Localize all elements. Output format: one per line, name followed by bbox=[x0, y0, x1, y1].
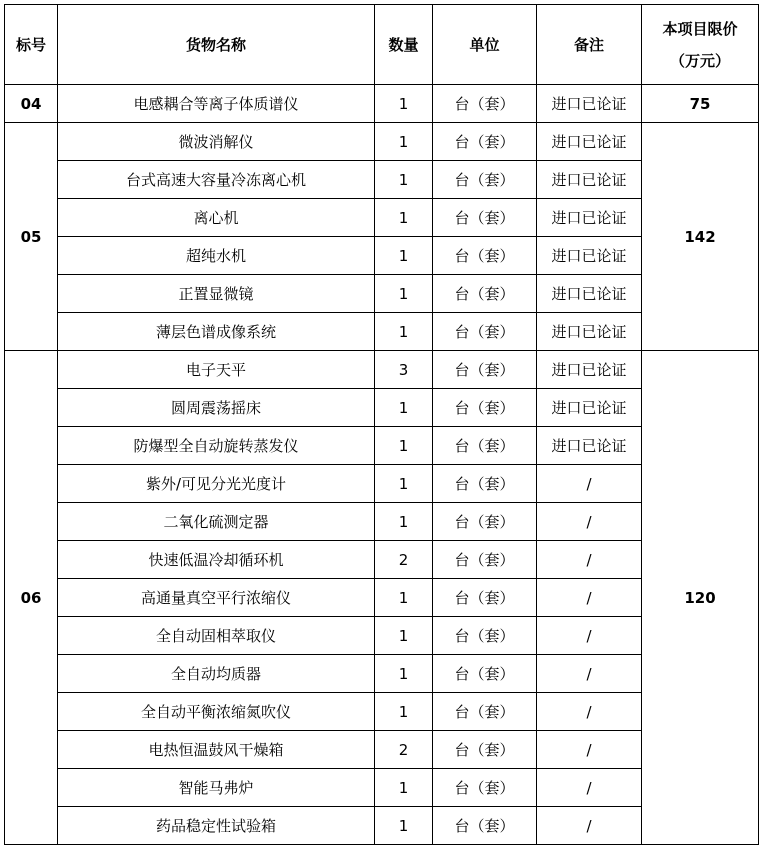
header-qty: 数量 bbox=[375, 5, 433, 85]
item-unit-cell: 台（套） bbox=[433, 731, 537, 769]
item-remark-cell: / bbox=[537, 807, 642, 845]
header-limit-line1: 本项目限价 bbox=[662, 19, 738, 38]
item-name-cell: 薄层色谱成像系统 bbox=[58, 313, 375, 351]
item-remark-cell: / bbox=[537, 769, 642, 807]
item-qty-cell: 1 bbox=[375, 275, 433, 313]
item-qty-cell: 1 bbox=[375, 807, 433, 845]
item-qty-cell: 1 bbox=[375, 769, 433, 807]
item-remark-cell: 进口已论证 bbox=[537, 389, 642, 427]
item-unit-cell: 台（套） bbox=[433, 85, 537, 123]
item-unit-cell: 台（套） bbox=[433, 693, 537, 731]
item-remark-cell: 进口已论证 bbox=[537, 275, 642, 313]
item-qty-cell: 1 bbox=[375, 313, 433, 351]
item-unit-cell: 台（套） bbox=[433, 351, 537, 389]
item-unit-cell: 台（套） bbox=[433, 199, 537, 237]
item-name-cell: 快速低温冷却循环机 bbox=[58, 541, 375, 579]
item-name-cell: 电子天平 bbox=[58, 351, 375, 389]
item-qty-cell: 1 bbox=[375, 85, 433, 123]
item-unit-cell: 台（套） bbox=[433, 503, 537, 541]
table-row bbox=[5, 85, 759, 123]
item-unit-cell: 台（套） bbox=[433, 427, 537, 465]
header-unit: 单位 bbox=[433, 5, 537, 85]
item-remark-cell: / bbox=[537, 731, 642, 769]
item-qty-cell: 1 bbox=[375, 123, 433, 161]
item-unit-cell: 台（套） bbox=[433, 275, 537, 313]
header-lot: 标号 bbox=[5, 5, 58, 85]
item-unit-cell: 台（套） bbox=[433, 161, 537, 199]
item-name-cell: 全自动平衡浓缩氮吹仪 bbox=[58, 693, 375, 731]
item-qty-cell: 1 bbox=[375, 617, 433, 655]
item-qty-cell: 2 bbox=[375, 731, 433, 769]
item-unit-cell: 台（套） bbox=[433, 465, 537, 503]
item-remark-cell: / bbox=[537, 541, 642, 579]
item-name-cell: 智能马弗炉 bbox=[58, 769, 375, 807]
procurement-table bbox=[4, 4, 759, 845]
item-name-cell: 药品稳定性试验箱 bbox=[58, 807, 375, 845]
item-qty-cell: 1 bbox=[375, 465, 433, 503]
item-remark-cell: / bbox=[537, 465, 642, 503]
item-remark-cell: 进口已论证 bbox=[537, 427, 642, 465]
item-remark-cell: / bbox=[537, 579, 642, 617]
item-name-cell: 电热恒温鼓风干燥箱 bbox=[58, 731, 375, 769]
item-unit-cell: 台（套） bbox=[433, 123, 537, 161]
item-unit-cell: 台（套） bbox=[433, 579, 537, 617]
item-qty-cell: 1 bbox=[375, 199, 433, 237]
item-qty-cell: 1 bbox=[375, 161, 433, 199]
item-qty-cell: 1 bbox=[375, 655, 433, 693]
lot-limit-cell: 120 bbox=[642, 351, 759, 845]
item-unit-cell: 台（套） bbox=[433, 769, 537, 807]
table-row bbox=[5, 351, 759, 389]
item-name-cell: 微波消解仪 bbox=[58, 123, 375, 161]
item-qty-cell: 1 bbox=[375, 237, 433, 275]
item-name-cell: 防爆型全自动旋转蒸发仪 bbox=[58, 427, 375, 465]
header-row bbox=[5, 5, 759, 85]
item-unit-cell: 台（套） bbox=[433, 655, 537, 693]
lot-limit-cell: 75 bbox=[642, 85, 759, 123]
header-limit bbox=[642, 5, 759, 85]
header-limit-line2: （万元） bbox=[669, 51, 730, 70]
lot-number-cell: 06 bbox=[5, 351, 58, 845]
lot-number-cell: 04 bbox=[5, 85, 58, 123]
item-qty-cell: 3 bbox=[375, 351, 433, 389]
item-remark-cell: 进口已论证 bbox=[537, 351, 642, 389]
item-qty-cell: 1 bbox=[375, 427, 433, 465]
item-name-cell: 离心机 bbox=[58, 199, 375, 237]
item-qty-cell: 1 bbox=[375, 579, 433, 617]
item-name-cell: 高通量真空平行浓缩仪 bbox=[58, 579, 375, 617]
item-unit-cell: 台（套） bbox=[433, 389, 537, 427]
item-remark-cell: / bbox=[537, 617, 642, 655]
item-name-cell: 正置显微镜 bbox=[58, 275, 375, 313]
item-unit-cell: 台（套） bbox=[433, 541, 537, 579]
lot-limit-cell: 142 bbox=[642, 123, 759, 351]
item-name-cell: 圆周震荡摇床 bbox=[58, 389, 375, 427]
item-name-cell: 电感耦合等离子体质谱仪 bbox=[58, 85, 375, 123]
item-remark-cell: / bbox=[537, 655, 642, 693]
item-remark-cell: / bbox=[537, 503, 642, 541]
item-qty-cell: 1 bbox=[375, 693, 433, 731]
item-name-cell: 超纯水机 bbox=[58, 237, 375, 275]
item-qty-cell: 2 bbox=[375, 541, 433, 579]
item-name-cell: 台式高速大容量冷冻离心机 bbox=[58, 161, 375, 199]
header-name: 货物名称 bbox=[58, 5, 375, 85]
item-remark-cell: 进口已论证 bbox=[537, 237, 642, 275]
item-unit-cell: 台（套） bbox=[433, 617, 537, 655]
item-name-cell: 全自动均质器 bbox=[58, 655, 375, 693]
lot-number-cell: 05 bbox=[5, 123, 58, 351]
header-remark: 备注 bbox=[537, 5, 642, 85]
item-name-cell: 紫外/可见分光光度计 bbox=[58, 465, 375, 503]
item-unit-cell: 台（套） bbox=[433, 807, 537, 845]
item-qty-cell: 1 bbox=[375, 503, 433, 541]
item-remark-cell: 进口已论证 bbox=[537, 199, 642, 237]
item-remark-cell: / bbox=[537, 693, 642, 731]
item-unit-cell: 台（套） bbox=[433, 313, 537, 351]
item-name-cell: 全自动固相萃取仪 bbox=[58, 617, 375, 655]
item-unit-cell: 台（套） bbox=[433, 237, 537, 275]
item-remark-cell: 进口已论证 bbox=[537, 161, 642, 199]
table-row bbox=[5, 123, 759, 161]
table-body bbox=[5, 85, 759, 845]
item-name-cell: 二氧化硫测定器 bbox=[58, 503, 375, 541]
item-remark-cell: 进口已论证 bbox=[537, 123, 642, 161]
item-qty-cell: 1 bbox=[375, 389, 433, 427]
item-remark-cell: 进口已论证 bbox=[537, 313, 642, 351]
item-remark-cell: 进口已论证 bbox=[537, 85, 642, 123]
